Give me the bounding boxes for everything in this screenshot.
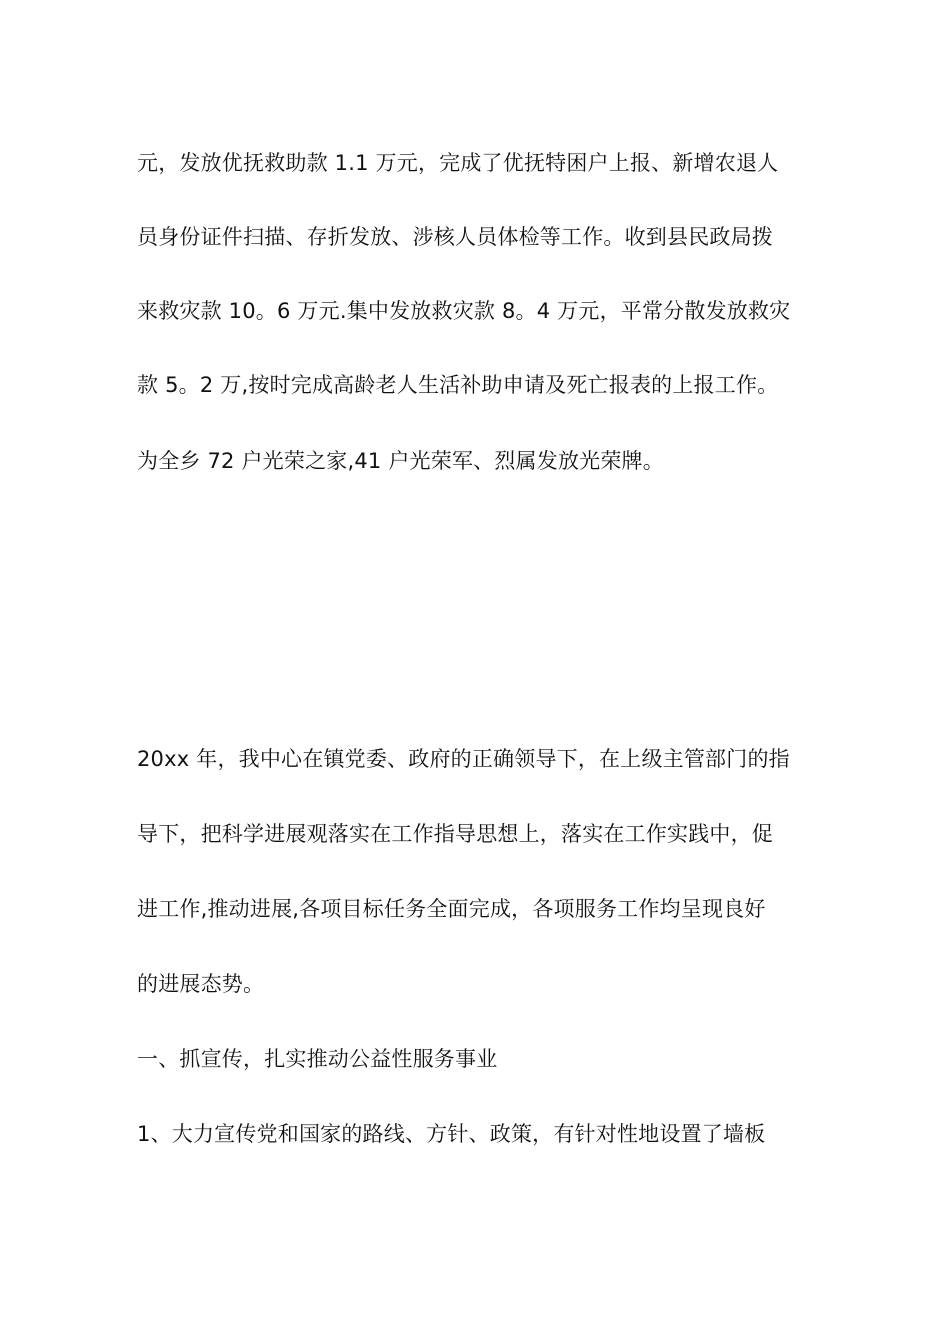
paragraph-line: 员身份证件扫描、存折发放、涉核人员体检等工作。收到县民政局拨 [137, 225, 773, 249]
paragraph-line: 款 5。2 万,按时完成高龄老人生活补助申请及死亡报表的上报工作。 [137, 373, 779, 397]
paragraph-line: 导下，把科学进展观落实在工作指导思想上，落实在工作实践中，促 [137, 822, 773, 846]
paragraph-line: 20xx 年，我中心在镇党委、政府的正确领导下，在上级主管部门的指 [137, 747, 790, 771]
list-item: 1、大力宣传党和国家的路线、方针、政策，有针对性地设置了墙板 [137, 1122, 766, 1146]
paragraph-line: 元，发放优抚救助款 1.1 万元，完成了优抚特困户上报、新增农退人 [137, 151, 779, 175]
paragraph-line: 进工作,推动进展,各项目标任务全面完成，各项服务工作均呈现良好 [137, 897, 766, 921]
section-heading: 一、抓宣传，扎实推动公益性服务事业 [137, 1047, 498, 1071]
paragraph-line: 来救灾款 10。6 万元.集中发放救灾款 8。4 万元，平常分散发放救灾 [137, 299, 791, 323]
paragraph-line: 为全乡 72 户光荣之家,41 户光荣军、烈属发放光荣牌。 [137, 449, 664, 473]
paragraph-line: 的进展态势。 [137, 972, 265, 996]
